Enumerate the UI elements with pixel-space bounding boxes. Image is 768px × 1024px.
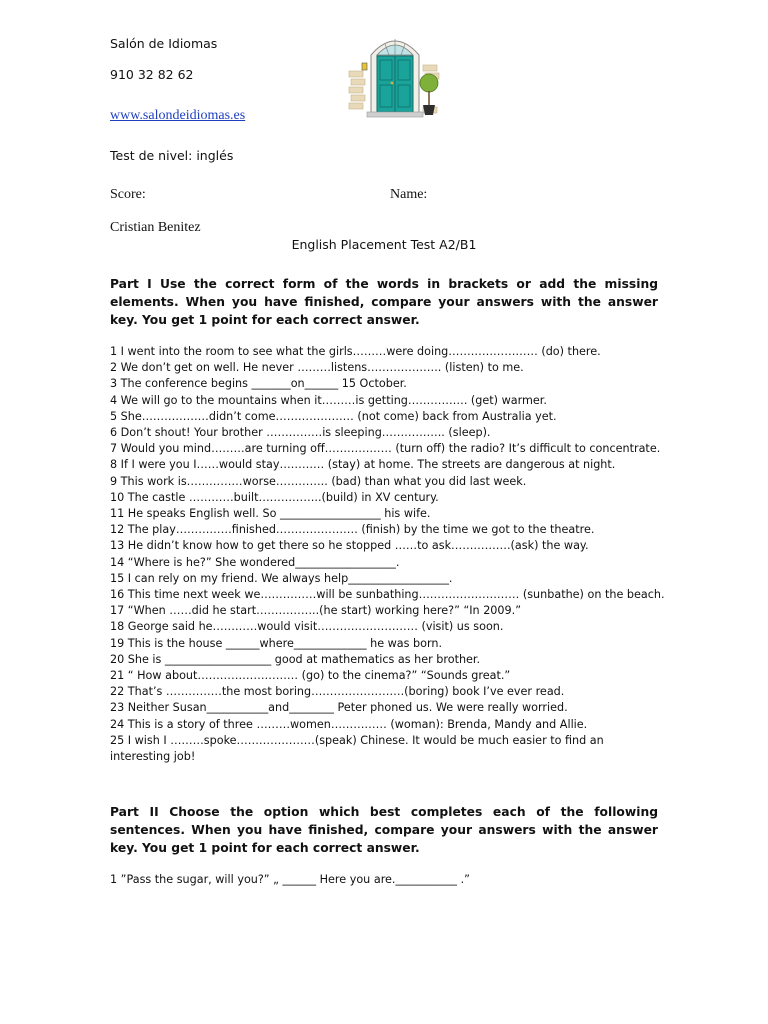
list-item: 4 We will go to the mountains when it………is getting……………. (get) warmer. [110,393,547,407]
list-item: 2 We don’t get on well. He never ………listens……………….. (listen) to me. [110,361,524,375]
list-item: 19 This is the house ______where_____________ he was born. [110,636,443,650]
list-item: 14 “Where is he?” She wondered__________________. [110,555,400,569]
list-item: 6 Don’t shout! Your brother ……………is sleeping…………….. (sleep). [110,426,491,440]
list-item: 15 I can rely on my friend. We always help__________________. [110,571,453,585]
student-name: Cristian Benitez [110,220,201,235]
part1-instructions: Part I Use the correct form of the words in brackets or add the missing elements. When you have finished, compare your answers with the answer key. You get 1 point for each correct answer. [110,277,658,327]
list-item: 25 I wish I ………spoke…………………(speak) Chinese. It would be much easier to find an interesting job! [110,733,604,764]
part1-item-list [110,344,666,765]
door-icon [345,25,445,120]
name-label: Name: [390,187,428,202]
list-item: 24 This is a story of three ………women…………… (woman): Brenda, Mandy and Allie. [110,717,588,731]
school-name: Salón de Idiomas [110,36,218,51]
score-label: Score: [110,187,146,202]
list-item: 7 Would you mind………are turning off……………… (turn off) the radio? It’s difficult to concentrate. [110,442,661,456]
list-item: 13 He didn’t know how to get there so he stopped ……to ask…………….(ask) the way. [110,539,589,553]
website-link[interactable]: www.salondeidiomas.es [110,108,246,123]
list-item: 12 The play……………finished…………………. (finish) by the time we got to the theatre. [110,523,595,537]
list-item: 16 This time next week we……………will be sunbathing……………………… (sunbathe) on the beach. [110,588,665,602]
list-item: 21 “ How about……………………… (go) to the cinema?” “Sounds great.” [110,669,511,683]
list-item: 9 This work is……………worse………….. (bad) than what you did last week. [110,474,527,488]
part2-question-1: 1 ”Pass the sugar, will you?” „ ______ Here you are.___________ .” [110,873,470,886]
phone-number: 910 32 82 62 [110,67,194,82]
list-item: 23 Neither Susan___________and________ Peter phoned us. We were really worried. [110,701,568,715]
list-item: 11 He speaks English well. So __________________ his wife. [110,507,431,521]
page-title: English Placement Test A2/B1 [291,237,477,252]
part2-instructions: Part II Choose the option which best completes each of the following sentences. When you have finished, compare your answers with the answer key. You get 1 point for each correct answer. [110,805,658,855]
test-level: Test de nivel: inglés [110,148,234,163]
list-item: 22 That’s ……………the most boring…………………….(boring) book I’ve ever read. [110,685,565,699]
list-item: 10 The castle …………built……………..(build) in XV century. [110,490,439,504]
list-item: 5 She………………didn’t come………………… (not come) back from Australia yet. [110,409,557,423]
list-item: 8 If I were you I……would stay………… (stay) at home. The streets are dangerous at night. [110,458,616,472]
list-item: 17 “When ……did he start……………..(he start) working here?” “In 2009.” [110,604,522,618]
list-item: 20 She is ___________________ good at mathematics as her brother. [110,652,481,666]
list-item: 18 George said he…………would visit……………………… (visit) us soon. [110,620,504,634]
list-item: 3 The conference begins _______on______ 15 October. [110,377,407,391]
list-item: 1 I went into the room to see what the girls………were doing…………………… (do) there. [110,345,601,358]
